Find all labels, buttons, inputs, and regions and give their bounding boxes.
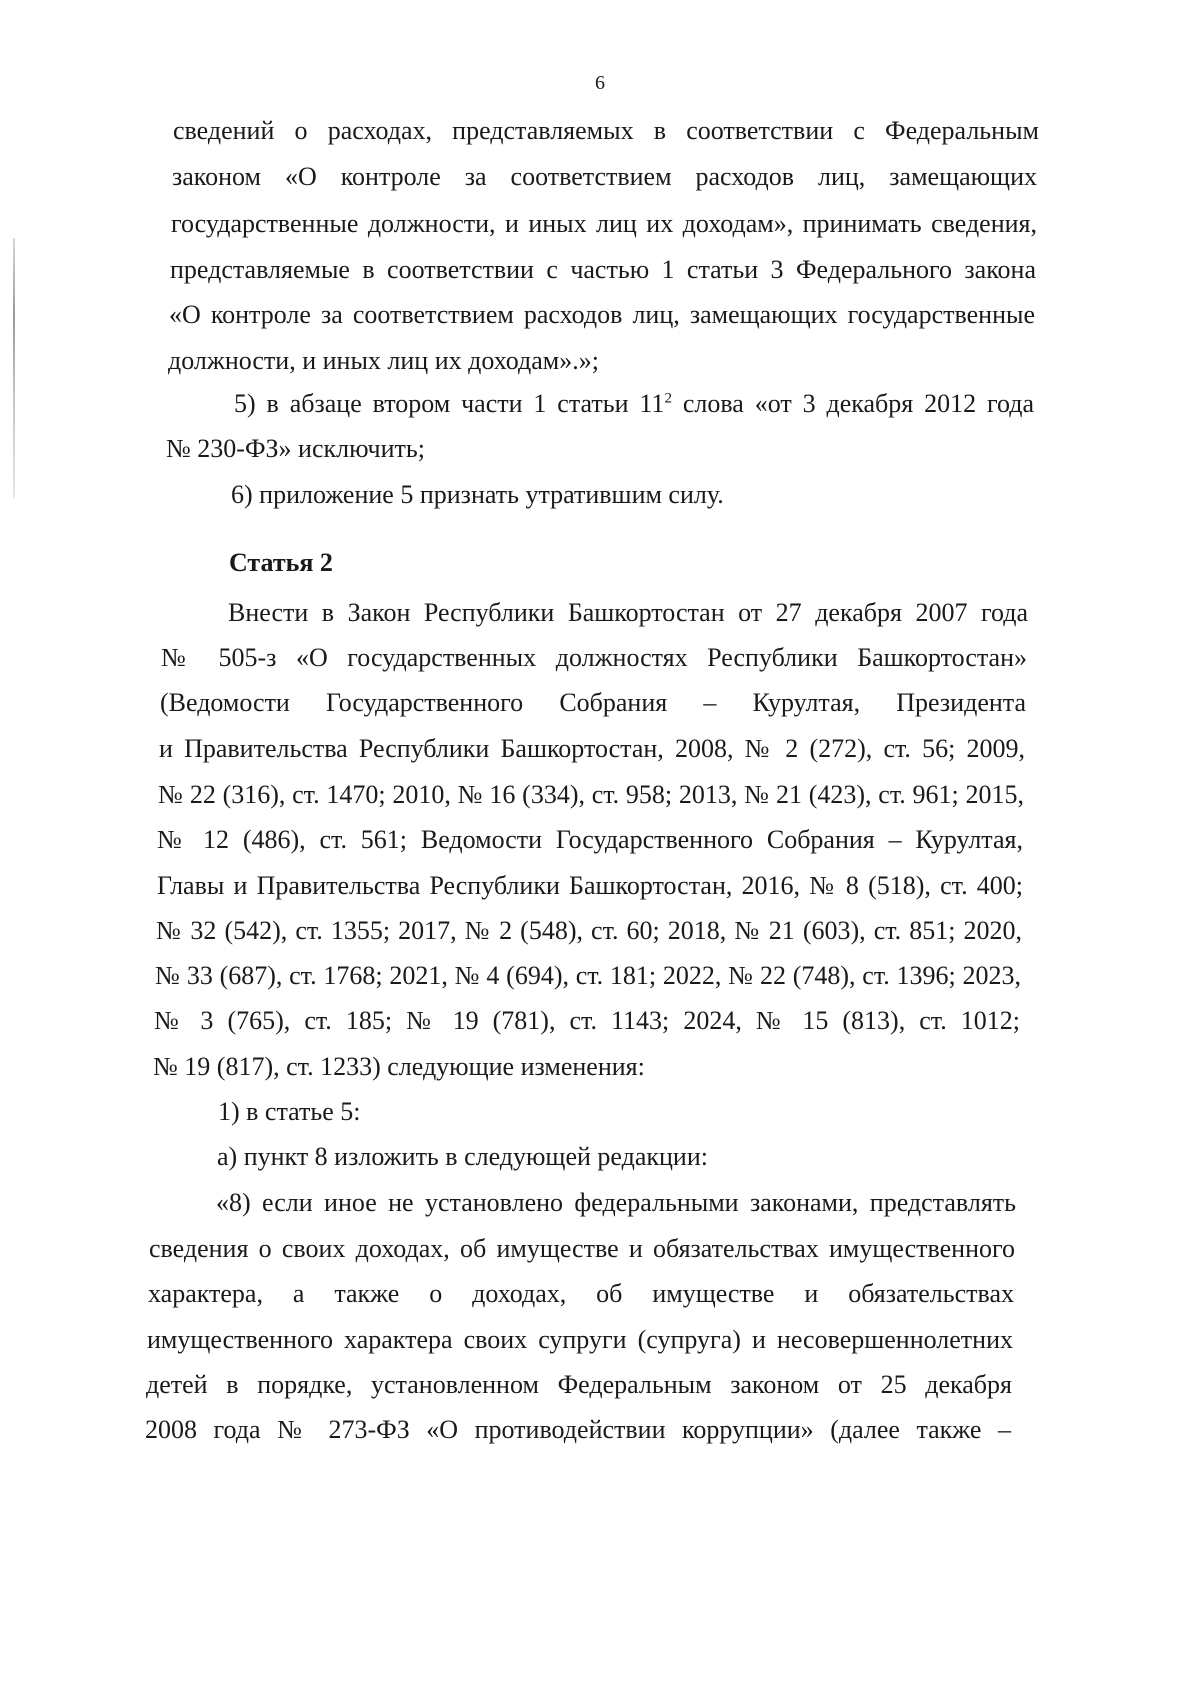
text-line: Внести в Закон Республики Башкортостан от 27 декабря 2007 года [228, 598, 1028, 627]
text-line: № 19 (817), ст. 1233) следующие изменения: [153, 1052, 645, 1081]
section-heading: Статья 2 [229, 548, 333, 577]
text-fragment: слова «от 3 декабря 2012 года [671, 389, 1035, 418]
text-line: 2008 года № 273-ФЗ «О противодействии коррупции» (далее также – [145, 1415, 1011, 1444]
text-line: (Ведомости Государственного Собрания – Курултая, Президента [160, 688, 1026, 717]
page-number: 6 [595, 72, 605, 94]
text-line: должности, и иных лиц их доходам».»; [168, 346, 599, 375]
text-line: характера, а также о доходах, об имуществе и обязательствах [148, 1279, 1014, 1308]
text-line: 6) приложение 5 признать утратившим силу. [231, 480, 724, 509]
text-line [234, 389, 1034, 419]
text-line: имущественного характера своих супруги (супруга) и несовершеннолетних [147, 1325, 1013, 1354]
text-line: № 12 (486), ст. 561; Ведомости Государственного Собрания – Курултая, [157, 825, 1023, 854]
text-line: № 3 (765), ст. 185; № 19 (781), ст. 1143; 2024, № 15 (813), ст. 1012; [154, 1006, 1020, 1035]
text-line: № 22 (316), ст. 1470; 2010, № 16 (334), ст. 958; 2013, № 21 (423), ст. 961; 2015, [158, 780, 1024, 809]
text-line: № 32 (542), ст. 1355; 2017, № 2 (548), ст. 60; 2018, № 21 (603), ст. 851; 2020, [156, 916, 1022, 945]
text-line: 1) в статье 5: [218, 1097, 361, 1126]
text-line: государственные должности, и иных лиц их доходам», принимать сведения, [171, 209, 1037, 238]
text-line: законом «О контроле за соответствием расходов лиц, замещающих [172, 162, 1037, 191]
text-line: представляемые в соответствии с частью 1 статьи 3 Федерального закона [170, 255, 1036, 284]
text-line: «О контроле за соответствием расходов лиц, замещающих государственные [169, 300, 1035, 329]
text-line: «8) если иное не установлено федеральными законами, представлять [216, 1188, 1016, 1217]
text-line: и Правительства Республики Башкортостан, 2008, № 2 (272), ст. 56; 2009, [159, 734, 1025, 763]
text-line: детей в порядке, установленном Федеральным законом от 25 декабря [146, 1370, 1012, 1399]
margin-scan-mark [13, 238, 15, 498]
text-line: № 33 (687), ст. 1768; 2021, № 4 (694), ст. 181; 2022, № 22 (748), ст. 1396; 2023, [155, 961, 1021, 990]
text-line: № 230-ФЗ» исключить; [166, 434, 425, 463]
text-line: сведений о расходах, представляемых в соответствии с Федеральным [173, 116, 1039, 145]
text-line: № 505-з «О государственных должностях Республики Башкортостан» [161, 643, 1027, 672]
text-line: Главы и Правительства Республики Башкортостан, 2016, № 8 (518), ст. 400; [157, 871, 1023, 900]
text-line: сведения о своих доходах, об имуществе и обязательствах имущественного [149, 1234, 1015, 1263]
text-line: а) пункт 8 изложить в следующей редакции: [217, 1142, 708, 1171]
superscript: 2 [664, 390, 672, 407]
text-fragment: 5) в абзаце втором части 1 статьи 11 [234, 389, 665, 418]
